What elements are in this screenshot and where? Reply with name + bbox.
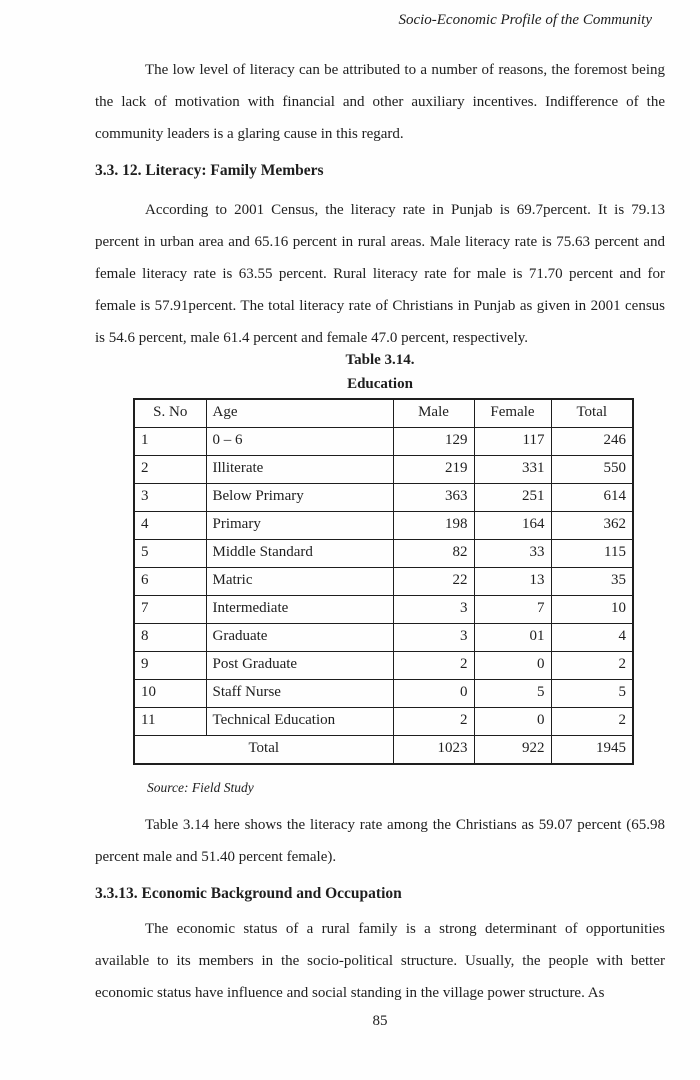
column-header-total: Total: [551, 399, 633, 428]
table-cell: 10: [134, 680, 206, 708]
table-cell: 5: [551, 680, 633, 708]
table-cell: 0: [474, 708, 551, 736]
table-caption-number: Table 3.14.: [345, 352, 415, 368]
table-cell: 614: [551, 484, 633, 512]
table-source-note: Source: Field Study: [147, 780, 254, 795]
table-cell: 2: [393, 708, 474, 736]
table-cell: 4: [551, 624, 633, 652]
table-cell: 4: [134, 512, 206, 540]
table-cell: Graduate: [206, 624, 393, 652]
table-cell: 0 – 6: [206, 428, 393, 456]
table-cell: 331: [474, 456, 551, 484]
table-cell: 5: [474, 680, 551, 708]
table-cell: Staff Nurse: [206, 680, 393, 708]
table-cell: 550: [551, 456, 633, 484]
total-row-total: 1945: [551, 736, 633, 765]
section-heading-economic-background: 3.3.13. Economic Background and Occupation: [95, 885, 402, 902]
table-cell: Illiterate: [206, 456, 393, 484]
table-row: [134, 484, 633, 512]
table-cell: Below Primary: [206, 484, 393, 512]
table-cell: 7: [474, 596, 551, 624]
table-cell: 362: [551, 512, 633, 540]
table-row: [134, 652, 633, 680]
table-caption-subject: Education: [347, 376, 413, 392]
table-cell: 2: [134, 456, 206, 484]
total-row-male: 1023: [393, 736, 474, 765]
table-cell: Primary: [206, 512, 393, 540]
table-cell: 7: [134, 596, 206, 624]
column-header-age: Age: [206, 399, 393, 428]
table-cell: 115: [551, 540, 633, 568]
table-cell: Matric: [206, 568, 393, 596]
total-row-label: Total: [134, 736, 393, 765]
table-cell: Post Graduate: [206, 652, 393, 680]
table-row: [134, 428, 633, 456]
education-table: [133, 398, 634, 765]
education-table-header: [134, 399, 633, 428]
table-row: [134, 512, 633, 540]
table-cell: 11: [134, 708, 206, 736]
table-row: [134, 680, 633, 708]
table-cell: 3: [134, 484, 206, 512]
paragraph-census-literacy-rates: According to 2001 Census, the literacy rate in Punjab is 69.7percent. It is 79.13 percent in urban area and 65.16 percent in rural areas. Male literacy rate is 75.63 percent and female literacy rate is 63.55 percent. Rural literacy rate for male is 71.70 percent and for female is 57.91percent. The total literacy rate of Christians in Punjab as given in 2001 census is 54.6 percent, male 61.4 percent and female 47.0 percent, respectively.: [95, 202, 665, 346]
table-cell: 1: [134, 428, 206, 456]
table-cell: 0: [474, 652, 551, 680]
table-cell: Intermediate: [206, 596, 393, 624]
total-row-female: 922: [474, 736, 551, 765]
paragraph-table-result: Table 3.14 here shows the literacy rate among the Christians as 59.07 percent (65.98 percent male and 51.40 percent female).: [95, 817, 665, 865]
table-cell: 2: [393, 652, 474, 680]
table-total-row: [134, 736, 633, 765]
table-cell: 13: [474, 568, 551, 596]
table-cell: 363: [393, 484, 474, 512]
table-cell: 129: [393, 428, 474, 456]
table-cell: 01: [474, 624, 551, 652]
table-cell: 8: [134, 624, 206, 652]
table-row: [134, 596, 633, 624]
table-cell: 3: [393, 624, 474, 652]
section-heading-literacy-family-members: 3.3. 12. Literacy: Family Members: [95, 162, 324, 179]
table-row: [134, 624, 633, 652]
column-header-female: Female: [474, 399, 551, 428]
table-cell: 5: [134, 540, 206, 568]
table-cell: 164: [474, 512, 551, 540]
table-row: [134, 540, 633, 568]
table-cell: 2: [551, 652, 633, 680]
paragraph-low-literacy: The low level of literacy can be attributed to a number of reasons, the foremost being the lack of motivation with financial and other auxiliary incentives. Indifference of the community leaders is a glaring cause in this regard.: [95, 62, 665, 142]
table-cell: 117: [474, 428, 551, 456]
table-cell: 35: [551, 568, 633, 596]
table-cell: Middle Standard: [206, 540, 393, 568]
table-cell: 246: [551, 428, 633, 456]
table-cell: 33: [474, 540, 551, 568]
table-cell: 219: [393, 456, 474, 484]
education-table-body: [134, 428, 633, 736]
table-cell: 0: [393, 680, 474, 708]
running-header: Socio-Economic Profile of the Community: [398, 12, 652, 28]
table-row: [134, 568, 633, 596]
table-cell: Technical Education: [206, 708, 393, 736]
table-cell: 2: [551, 708, 633, 736]
table-cell: 198: [393, 512, 474, 540]
table-row: [134, 708, 633, 736]
paragraph-economic-status: The economic status of a rural family is a strong determinant of opportunities available to its members in the socio-political structure. Usually, the people with better economic status have influence and social standing in the village power structure. As: [95, 921, 665, 1001]
table-cell: 6: [134, 568, 206, 596]
table-cell: 10: [551, 596, 633, 624]
page-number: 85: [372, 1013, 388, 1029]
column-header-male: Male: [393, 399, 474, 428]
education-table-footer: [134, 736, 633, 765]
table-cell: 3: [393, 596, 474, 624]
table-cell: 22: [393, 568, 474, 596]
column-header-sno: S. No: [134, 399, 206, 428]
table-row: [134, 456, 633, 484]
table-cell: 82: [393, 540, 474, 568]
table-cell: 251: [474, 484, 551, 512]
table-header-row: [134, 399, 633, 428]
table-cell: 9: [134, 652, 206, 680]
